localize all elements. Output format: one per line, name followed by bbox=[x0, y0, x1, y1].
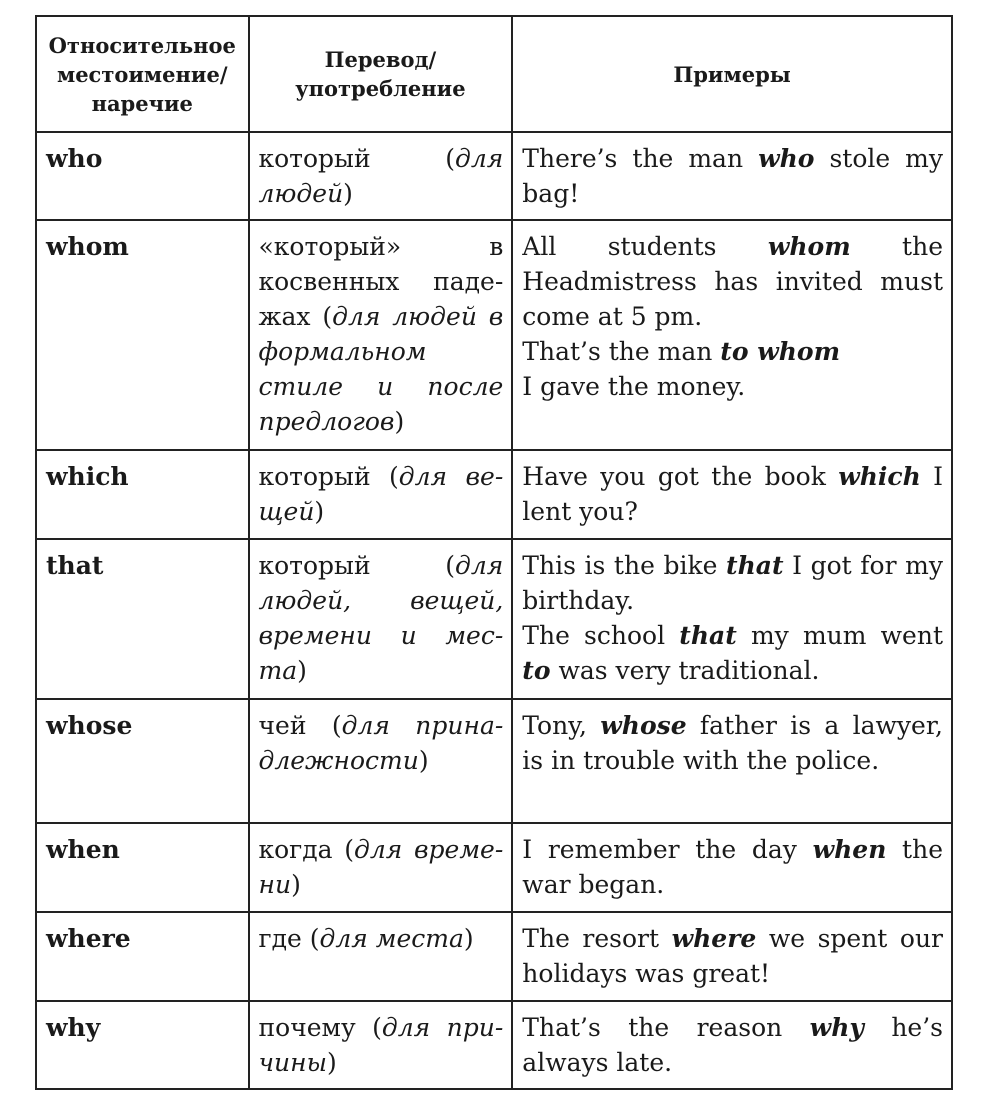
examples-cell bbox=[512, 450, 952, 539]
example-text: I lent you? bbox=[522, 462, 943, 526]
pronoun-cell: when bbox=[36, 823, 249, 912]
relative-pronouns-table bbox=[35, 15, 953, 1090]
header-pronoun bbox=[36, 16, 249, 132]
translation-cell bbox=[249, 132, 513, 220]
example-text: stole my bag! bbox=[522, 144, 943, 208]
example-text: who bbox=[758, 144, 815, 173]
translation-text: ) bbox=[291, 870, 301, 899]
table-body bbox=[36, 132, 952, 1089]
table-row bbox=[36, 220, 952, 450]
translation-text: для места bbox=[319, 924, 464, 953]
example-text: The school bbox=[522, 621, 680, 650]
translation-text: для людей bbox=[258, 144, 504, 208]
example-text: Have you got the book bbox=[522, 462, 839, 491]
translation-text: для време-ни bbox=[258, 835, 504, 899]
table-row bbox=[36, 539, 952, 699]
translation-text: когда bbox=[258, 835, 345, 864]
examples-cell bbox=[512, 539, 952, 699]
example-text: whose bbox=[600, 711, 687, 740]
header-translation bbox=[249, 16, 513, 132]
translation-text: который bbox=[258, 144, 446, 173]
translation-text: почему bbox=[258, 1013, 373, 1042]
translation-text: ) bbox=[394, 407, 405, 436]
translation-text: ) bbox=[418, 746, 429, 775]
example-text: the war began. bbox=[522, 835, 944, 899]
translation-text: ( bbox=[389, 462, 399, 491]
header-examples: Примеры bbox=[512, 16, 952, 132]
translation-text: для прина-длежности bbox=[258, 711, 504, 775]
translation-text: для ве-щей bbox=[258, 462, 504, 526]
examples-cell bbox=[512, 823, 952, 912]
translation-cell bbox=[249, 220, 513, 450]
examples-cell bbox=[512, 699, 952, 823]
example-text: There’s the man bbox=[522, 144, 759, 173]
example-text: I remember the day bbox=[522, 835, 813, 864]
example-text: he’s always late. bbox=[522, 1013, 944, 1077]
translation-cell bbox=[249, 450, 513, 539]
pronoun-cell: which bbox=[36, 450, 249, 539]
example-text: my mum went bbox=[736, 621, 944, 650]
table-row bbox=[36, 1001, 952, 1089]
pronoun-cell: that bbox=[36, 539, 249, 699]
header-translation-line: Перевод/ bbox=[324, 47, 437, 72]
translation-text: где bbox=[258, 924, 310, 953]
header-pronoun-line: местоимение/ bbox=[56, 61, 228, 87]
translation-text: ( bbox=[331, 711, 342, 740]
example-text: All students bbox=[522, 232, 768, 261]
translation-text: ( bbox=[309, 924, 320, 953]
translation-text: ( bbox=[445, 144, 455, 173]
example-text: Tony, bbox=[522, 711, 601, 740]
example-text: that bbox=[679, 621, 737, 650]
table-row bbox=[36, 823, 952, 912]
example-text: That’s the reason bbox=[522, 1013, 810, 1042]
example-text: to whom bbox=[720, 337, 841, 366]
pronoun-cell: why bbox=[36, 1001, 249, 1089]
example-text: This is the bike bbox=[522, 551, 727, 580]
header-pronoun-line: Относительное bbox=[48, 32, 236, 58]
translation-text: ) bbox=[314, 497, 325, 526]
example-text: the Headmistress has invited must come at 5 pm. bbox=[522, 232, 943, 331]
pronoun-cell: whose bbox=[36, 699, 249, 823]
example-text: we spent our holidays was great! bbox=[522, 924, 943, 988]
example-text: when bbox=[812, 835, 887, 864]
translation-text: ( bbox=[344, 835, 354, 864]
translation-text: ) bbox=[326, 1048, 337, 1077]
translation-text: ( bbox=[322, 302, 333, 331]
translation-cell bbox=[249, 823, 513, 912]
translation-text: ( bbox=[372, 1013, 382, 1042]
pronoun-cell: where bbox=[36, 912, 249, 1001]
translation-text: для людей, вещей, времени и мес-та bbox=[258, 551, 504, 685]
example-text: That’s the man bbox=[522, 337, 721, 366]
header-pronoun-line: наречие bbox=[91, 90, 193, 116]
pronoun-cell: who bbox=[36, 132, 249, 220]
examples-cell bbox=[512, 220, 952, 450]
example-text: that bbox=[726, 551, 784, 580]
translation-cell bbox=[249, 1001, 513, 1089]
examples-cell bbox=[512, 912, 952, 1001]
translation-text: для при-чины bbox=[258, 1013, 504, 1077]
translation-text: чей bbox=[258, 711, 332, 740]
example-text: whom bbox=[767, 232, 851, 261]
table-row bbox=[36, 132, 952, 220]
examples-cell bbox=[512, 132, 952, 220]
example-text: father is a lawyer, is in trouble with the police. bbox=[522, 711, 943, 775]
example-text: where bbox=[671, 924, 757, 953]
translation-text: для людей в формальном стиле и после предлогов bbox=[258, 302, 504, 436]
examples-cell bbox=[512, 1001, 952, 1089]
example-text: which bbox=[838, 462, 921, 491]
translation-text: который bbox=[258, 462, 390, 491]
table-row bbox=[36, 450, 952, 539]
pronoun-cell: whom bbox=[36, 220, 249, 450]
translation-text: ( bbox=[445, 551, 455, 580]
header-translation-line: употребление bbox=[295, 76, 466, 101]
table-header-row bbox=[36, 16, 952, 132]
table-row bbox=[36, 912, 952, 1001]
translation-text: ) bbox=[343, 179, 353, 208]
example-text: to bbox=[522, 656, 551, 685]
translation-text: «который» в косвенных паде-жах bbox=[258, 232, 504, 331]
example-text: was very traditional. bbox=[550, 656, 820, 685]
translation-cell bbox=[249, 539, 513, 699]
example-text: The resort bbox=[522, 924, 672, 953]
example-text: I gave the money. bbox=[522, 372, 746, 401]
example-text: I got for my birthday. bbox=[522, 551, 943, 615]
translation-text: который bbox=[258, 551, 446, 580]
table-row bbox=[36, 699, 952, 823]
translation-cell bbox=[249, 699, 513, 823]
translation-cell bbox=[249, 912, 513, 1001]
translation-text: ) bbox=[463, 924, 474, 953]
translation-text: ) bbox=[297, 656, 307, 685]
example-text: why bbox=[809, 1013, 864, 1042]
